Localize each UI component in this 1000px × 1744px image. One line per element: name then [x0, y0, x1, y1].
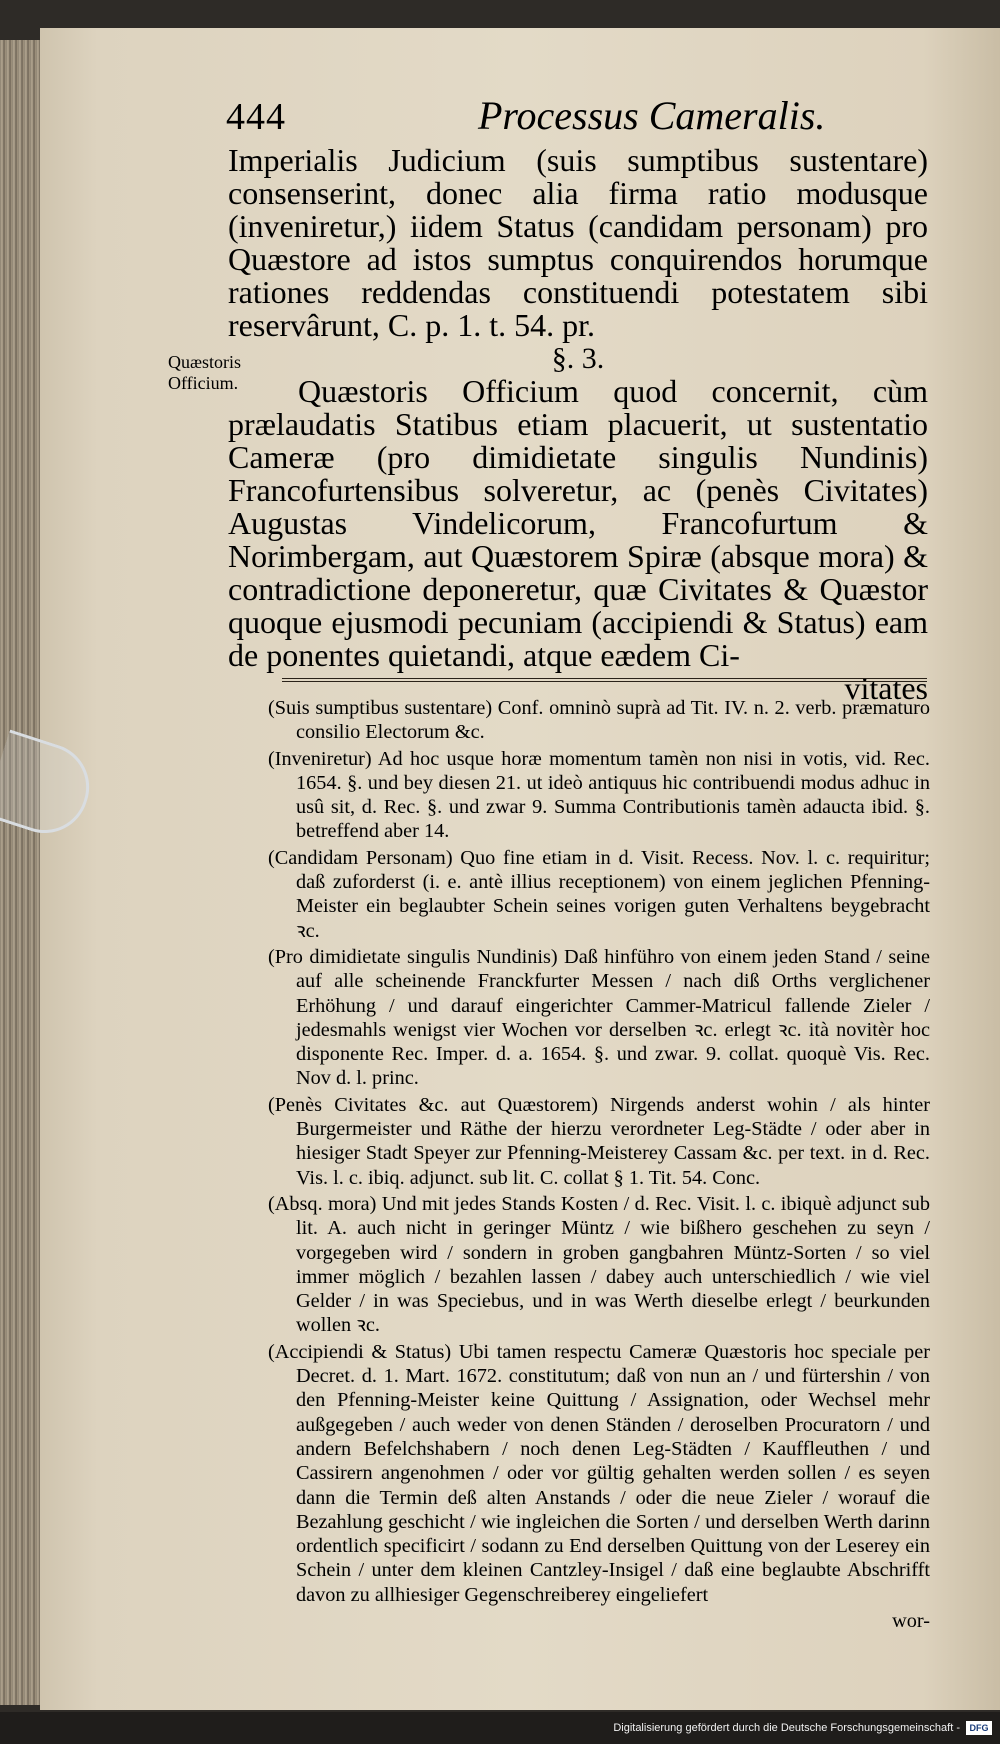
footnote-6: (Absq. mora) Und mit jedes Stands Kosten / d. Rec. Visit. l. c. ibiquè adjunct sub lit. A. auch nicht in geringer Müntz / wie bißhero geschehen zu seyn / vorgegeben wird / sondern in groben gangbahren Müntz-Sorten / so viel immer möglich / bezahlen lassen / dabey auch unterschiedlich / wie viel Gelder / in was Speciebus, und in was Werth dieselbe erlegt / beurkunden wollen ꝛc. — [268, 1192, 930, 1337]
footnotes — [268, 696, 930, 1654]
dfg-logo-icon: DFG — [966, 1721, 992, 1735]
main-text — [228, 144, 928, 705]
page-number: 444 — [226, 96, 286, 138]
footnote-rule — [282, 678, 927, 682]
footnote-2: (Inveniretur) Ad hoc usque horæ momentum tamèn non nisi in votis, vid. Rec. 1654. §. und bey diesen 21. ut ideò antiquus hic contribuendi modus adhuc in usû sit, d. Rec. §. und zwar 9. Summa Contributionis tamèn adaucta ibid. §. betreffend aber 14. — [268, 747, 930, 843]
footnote-1: (Suis sumptibus sustentare) Conf. omninò suprà ad Tit. IV. n. 2. verb. præmaturo consilio Electorum &c. — [268, 697, 930, 744]
book-edge — [0, 40, 42, 1705]
main-paragraph-2: Quæstoris Officium quod concernit, cùm prælaudatis Statibus etiam placuerit, ut sustentatio Cameræ (pro dimidietate singulis Nundinis) Francofurtensibus solveretur, ac (penès Civitates) Augustas Vindelicorum, Francofurtum & Norimbergam, aut Quæstorem Spiræ (absque mora) & contradictione deponeretur, quæ Civitates & Quæstor quoque ejusmodi pecuniam (accipiendi & Status) eam de ponentes quietandi, atque eædem Ci- — [228, 373, 928, 673]
main-catchword: vitates — [844, 670, 928, 706]
footnote-catchword: wor- — [892, 1609, 930, 1632]
section-mark: §. 3. — [551, 342, 605, 375]
footnote-5: (Penès Civitates &c. aut Quæstorem) Nirgends anderst wohin / als hinter Burgermeister und Räthe der hierzu verordneter Leg-Städte / oder aber in hiesiger Stadt Speyer zur Pfenning-Meisterey Cassam &c. per text. in d. Rec. Vis. l. c. ibiq. adjunct. sub lit. C. collat § 1. Tit. 54. Conc. — [268, 1093, 930, 1189]
digitization-credit: Digitalisierung gefördert durch die Deutsche Forschungsgemeinschaft - — [613, 1722, 960, 1734]
footnote-4: (Pro dimidietate singulis Nundinis) Daß hinführo von einem jeden Stand / seine auf alle scheinende Franckfurter Messen / nach diß Orths verglichener Erhöhung / und darauf eingerichter Cammer-Matricul fallende Zieler / jedesmahls wenigst vier Wochen vor derselben ꝛc. erlegt ꝛc. ità novitèr hoc disponente Rec. Imper. d. a. 1654. §. und zwar. 9. collat. quoquè Vis. Rec. Nov d. l. princ. — [268, 945, 930, 1090]
footnote-7: (Accipiendi & Status) Ubi tamen respectu Cameræ Quæstoris hoc speciale per Decret. d. 1. Mart. 1672. constitutum; daß von nun an / und fürtershin / von den Pfenning-Meister keine Quittung / Assignation, oder Wechsel mehr außgegeben / auch weder von denen Ständen / deroselben Procuratorn / und andern Befelchshabern / noch denen Leg-Städten / Kauffleuthen / und Cassirern angenohmen / oder vor gültig gehalten werden sollen / es seyen dann die Termin deß alten Anstands / oder die neue Zieler / worauf die Bezahlung geschicht / wie ingleichen die Sorten / und derselben Werth darinn ordentlich specificirt / sodann zu End derselben Quittung von der Leserey ein Schein / unter dem kleinen Cantzley-Insigel / daß eine beglaubte Abschrifft davon zu allhiesiger Gegenschreiberey eingeliefert — [268, 1340, 930, 1606]
running-head: Processus Cameralis. — [478, 93, 826, 138]
main-paragraph-1: Imperialis Judicium (suis sumptibus sustentare) consenserint, donec alia firma ratio modusque (inveniretur,) iidem Status (candidam personam) pro Quæstore ad istos sumptus conquirendos horumque rationes reddendas constituendi potestatem sibi reservârunt, C. p. 1. t. 54. pr. — [228, 142, 928, 343]
footnote-3: (Candidam Personam) Quo fine etiam in d. Visit. Recess. Nov. l. c. requiritur; daß zuforderst (i. e. antè illius receptionem) von einem jeglichen Pfenning-Meister ein beglaubter Schein seines vorigen guten Verhaltens beygebracht ꝛc. — [268, 846, 930, 942]
margin-note: Quæstoris Officium. — [168, 352, 242, 393]
